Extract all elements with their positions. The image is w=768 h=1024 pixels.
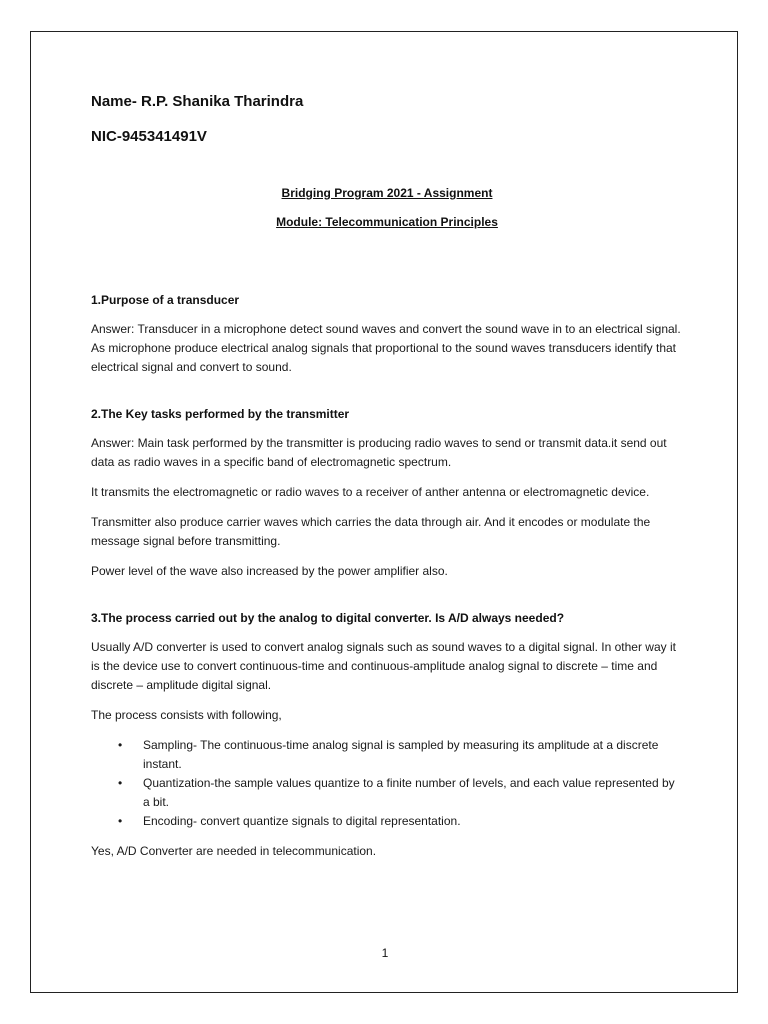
question-3-answer-paragraph: The process consists with following, <box>91 708 282 722</box>
question-2-heading: 2.The Key tasks performed by the transmitter <box>91 407 350 421</box>
bullet-icon: • <box>118 738 123 752</box>
question-2-answer-paragraph: Transmitter also produce carrier waves which carries the data through air. And it encodes or modulate the message signal before transmitting. <box>91 515 651 548</box>
list-item-text: Quantization-the sample values quantize to a finite number of levels, and each value represented by a bit. <box>143 776 675 809</box>
question-2-answer-paragraph: It transmits the electromagnetic or radio waves to a receiver of anther antenna or electromagnetic device. <box>91 485 650 499</box>
process-steps-list <box>91 736 683 831</box>
question-2-answer-paragraph: Power level of the wave also increased by the power amplifier also. <box>91 564 448 578</box>
list-item <box>118 774 683 812</box>
question-3-answer-paragraph: Usually A/D converter is used to convert analog signals such as sound waves to a digital signal. In other way it is the device use to convert continuous-time and continuous-amplitude analog signal to discrete – time and discrete – amplitude digital signal. <box>91 640 676 692</box>
question-1-heading: 1.Purpose of a transducer <box>91 293 240 307</box>
page-content <box>91 92 683 861</box>
question-3-heading: 3.The process carried out by the analog to digital converter. Is A/D always needed? <box>91 611 565 625</box>
student-name: Name- R.P. Shanika Tharindra <box>91 93 304 110</box>
list-item <box>118 736 683 774</box>
list-item-text: Encoding- convert quantize signals to digital representation. <box>143 814 461 828</box>
document-page <box>30 31 738 993</box>
question-2-answer-paragraph: Answer: Main task performed by the transmitter is producing radio waves to send or transmit data.it send out data as radio waves in a specific band of electromagnetic spectrum. <box>91 436 667 469</box>
question-3-conclusion: Yes, A/D Converter are needed in telecommunication. <box>91 844 377 858</box>
list-item <box>118 812 683 831</box>
program-title: Bridging Program 2021 - Assignment <box>281 186 493 200</box>
page-number: 1 <box>381 946 389 960</box>
module-title: Module: Telecommunication Principles <box>276 215 498 229</box>
bullet-icon: • <box>118 776 123 790</box>
question-1-answer: Answer: Transducer in a microphone detect sound waves and convert the sound wave in to an electrical signal. As microphone produce electrical analog signals that proportional to the sound waves transducers identify that electrical signal and convert to sound. <box>91 322 681 374</box>
bullet-icon: • <box>118 814 123 828</box>
list-item-text: Sampling- The continuous-time analog signal is sampled by measuring its amplitude at a discrete instant. <box>143 738 659 771</box>
student-nic: NIC-945341491V <box>91 128 207 145</box>
